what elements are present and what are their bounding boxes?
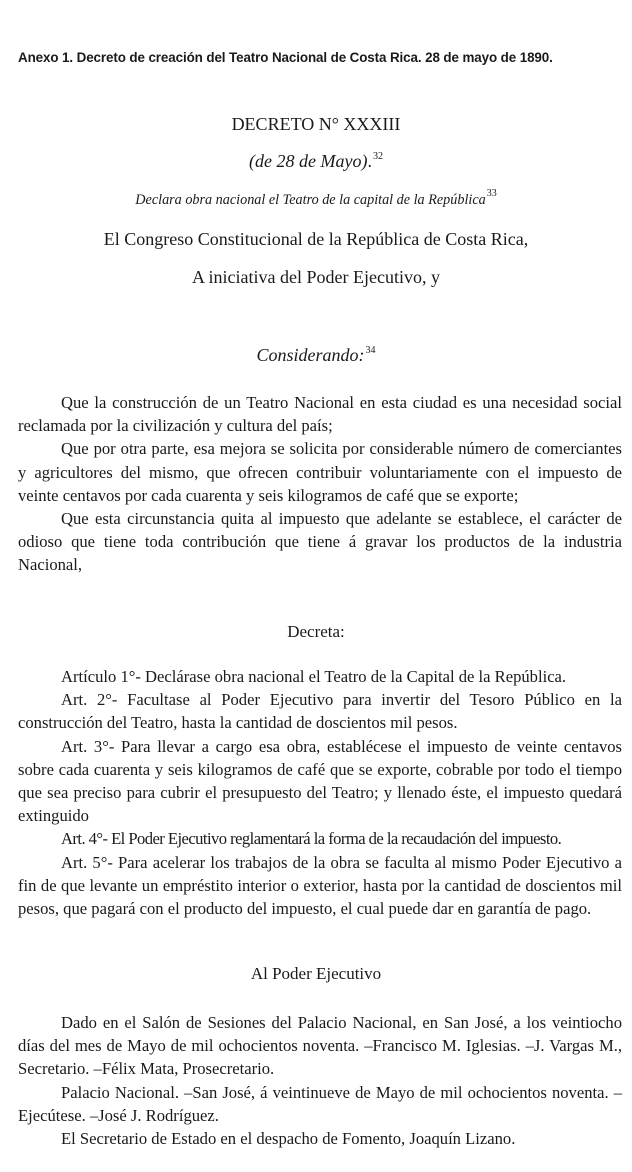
- decree-date-text: (de 28 de Mayo): [249, 151, 368, 171]
- closing-paragraph: El Secretario de Estado en el despacho de Fomento, Joaquín Lizano.: [61, 1129, 516, 1149]
- considerando-section: [18, 391, 622, 577]
- footnote-marker: 33: [486, 188, 497, 199]
- considerando-heading-text: Considerando:: [256, 345, 365, 365]
- considerando-paragraph: Que esta circunstancia quita al impuesto que adelante se establece, el carácter de odioso que tiene toda contribución que tiene á gravar los productos de la industria Nacional,: [18, 509, 622, 575]
- article-4: [18, 827, 622, 850]
- decreta-heading: Decreta:: [287, 622, 345, 641]
- annex-title: Anexo 1. Decreto de creación del Teatro Nacional de Costa Rica. 28 de mayo de 1890.: [18, 50, 553, 65]
- closing-paragraph: Palacio Nacional. –San José, á veintinueve de Mayo de mil ochocientos noventa. –Ejecútese. –José J. Rodríguez.: [18, 1082, 622, 1125]
- article-2: Art. 2°- Facultase al Poder Ejecutivo para invertir del Tesoro Público en la construcción del Teatro, hasta la cantidad de doscientos mil pesos.: [18, 690, 622, 733]
- footnote-marker: 32: [372, 151, 383, 162]
- closing-paragraph: Dado en el Salón de Sesiones del Palacio Nacional, en San José, a los veintiocho días del mes de Mayo de mil ochocientos noventa. –Francisco M. Iglesias. –J. Vargas M., Secretario. –Félix Mata, Prosecretario.: [18, 1013, 622, 1079]
- initiative-line: A iniciativa del Poder Ejecutivo, y: [192, 267, 440, 287]
- footnote-marker: 34: [365, 345, 376, 356]
- al-poder-heading: Al Poder Ejecutivo: [250, 964, 382, 983]
- considerando-paragraph: Que la construcción de un Teatro Nacional en esta ciudad es una necesidad social reclamada por la civilización y cultura del país;: [18, 393, 622, 436]
- decree-date: [0, 151, 632, 172]
- considerando-paragraph: Que por otra parte, esa mejora se solicita por considerable número de comerciantes y agricultores del mismo, que ofrecen contribuir voluntariamente con el impuesto de veinte centavos por cada cuarenta y seis kilogramos de café que se exporte;: [18, 439, 622, 505]
- decree-subtitle-text: Declara obra nacional el Teatro de la capital de la República: [135, 192, 486, 208]
- considerando-heading: [0, 345, 632, 366]
- article-3: Art. 3°- Para llevar a cargo esa obra, establécese el impuesto de veinte centavos sobre cada cuarenta y seis kilogramos de café que se exporte, cobrable por todo el tiempo que sea preciso para cubrir el presupuesto del Teatro; y llenado éste, el impuesto quedará extinguido: [18, 736, 622, 826]
- congress-line: El Congreso Constitucional de la República de Costa Rica,: [103, 229, 529, 249]
- closing-section: [18, 1011, 622, 1150]
- article-5: Art. 5°- Para acelerar los trabajos de la obra se faculta al mismo Poder Ejecutivo a fin de que levante un empréstito interior o exterior, hasta por la cantidad de doscientos mil pesos, que pagará con el producto del impuesto, el cual puede dar en garantía de pago.: [18, 852, 622, 919]
- article-1: Artículo 1°- Declárase obra nacional el Teatro de la Capital de la República.: [61, 667, 567, 686]
- decree-date-period: .: [367, 151, 372, 171]
- decree-number: DECRETO N° XXXIII: [231, 114, 401, 134]
- decree-subtitle: [0, 188, 632, 209]
- articles-section: [18, 665, 622, 920]
- article-4-text: Art. 4°- El Poder Ejecutivo reglamentará la forma de la recaudación del impuesto.: [61, 829, 562, 849]
